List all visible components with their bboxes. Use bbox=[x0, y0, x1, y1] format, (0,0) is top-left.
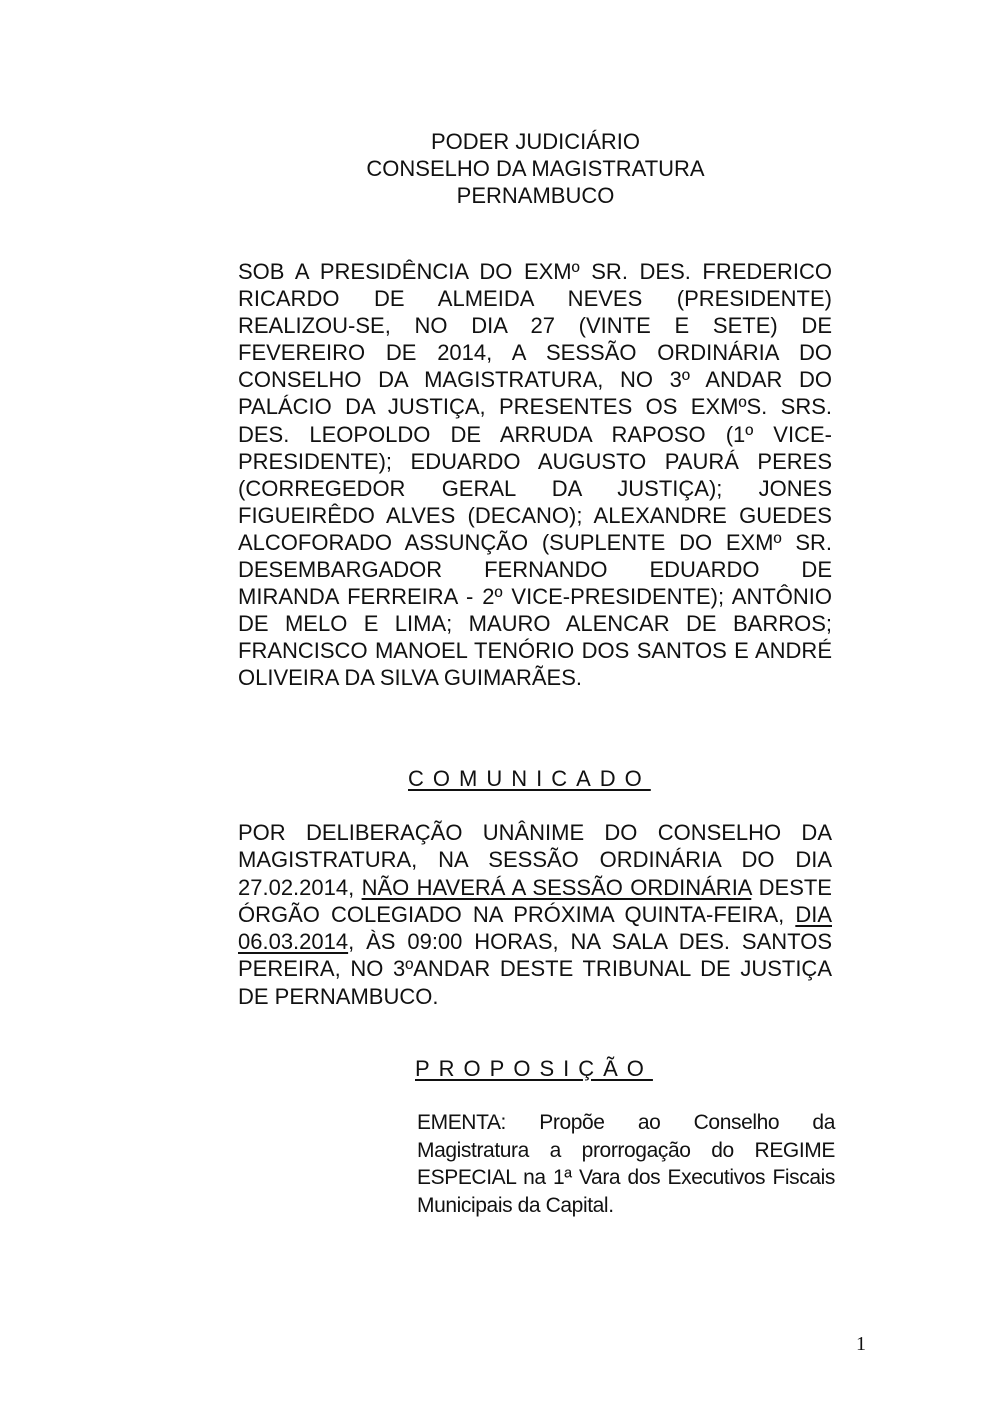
header-line-judiciary: PODER JUDICIÁRIO bbox=[430, 129, 641, 154]
comunicado-paragraph bbox=[238, 819, 832, 1010]
comunicado-text-1: POR DELIBERAÇÃO UNÂNIME DO CONSELHO DA MAGISTRATURA, NA SESSÃO ORDINÁRIA DO DIA 27.02.2014, bbox=[238, 820, 832, 900]
proposicao-title: PROPOSIÇÃO bbox=[415, 1056, 653, 1081]
page-number: 1 bbox=[856, 1333, 866, 1355]
header-line-state: PERNAMBUCO bbox=[456, 183, 615, 208]
document-header bbox=[0, 128, 1000, 209]
opening-paragraph: SOB A PRESIDÊNCIA DO EXMº SR. DES. FREDERICO RICARDO DE ALMEIDA NEVES (PRESIDENTE) REALIZOU-SE, NO DIA 27 (VINTE E SETE) DE FEVEREIRO DE 2014, A SESSÃO ORDINÁRIA DO CONSELHO DA MAGISTRATURA, NO 3º ANDAR DO PALÁCIO DA JUSTIÇA, PRESENTES OS EXMºS. SRS. DES. LEOPOLDO DE ARRUDA RAPOSO (1º VICE-PRESIDENTE); EDUARDO AUGUSTO PAURÁ PERES (CORREGEDOR GERAL DA JUSTIÇA); JONES FIGUEIRÊDO ALVES (DECANO); ALEXANDRE GUEDES ALCOFORADO ASSUNÇÃO (SUPLENTE DO EXMº SR. DESEMBARGADOR FERNANDO EDUARDO DE MIRANDA FERREIRA - 2º VICE-PRESIDENTE); ANTÔNIO DE MELO E LIMA; MAURO ALENCAR DE BARROS; FRANCISCO MANOEL TENÓRIO DOS SANTOS E ANDRÉ OLIVEIRA DA SILVA GUIMARÃES. bbox=[238, 259, 832, 691]
ementa-paragraph: EMENTA: Propõe ao Conselho da Magistratura a prorrogação do REGIME ESPECIAL na 1ª Vara dos Executivos Fiscais Municipais da Capital. bbox=[417, 1111, 835, 1217]
comunicado-underlined-1: NÃO HAVERÁ A SESSÃO ORDINÁRIA bbox=[361, 874, 752, 900]
comunicado-text-3: , ÀS 09:00 HORAS, NA SALA DES. SANTOS PEREIRA, NO 3ºANDAR DESTE TRIBUNAL DE JUSTIÇA DE PERNAMBUCO. bbox=[238, 929, 832, 1009]
comunicado-title: COMUNICADO bbox=[408, 766, 651, 791]
comunicado-text-2: DESTE ÓRGÃO COLEGIADO NA PRÓXIMA QUINTA-FEIRA, bbox=[238, 874, 832, 927]
header-line-council: CONSELHO DA MAGISTRATURA bbox=[366, 156, 705, 181]
comunicado-underlined-date: DIA 06.03.2014 bbox=[238, 901, 832, 955]
